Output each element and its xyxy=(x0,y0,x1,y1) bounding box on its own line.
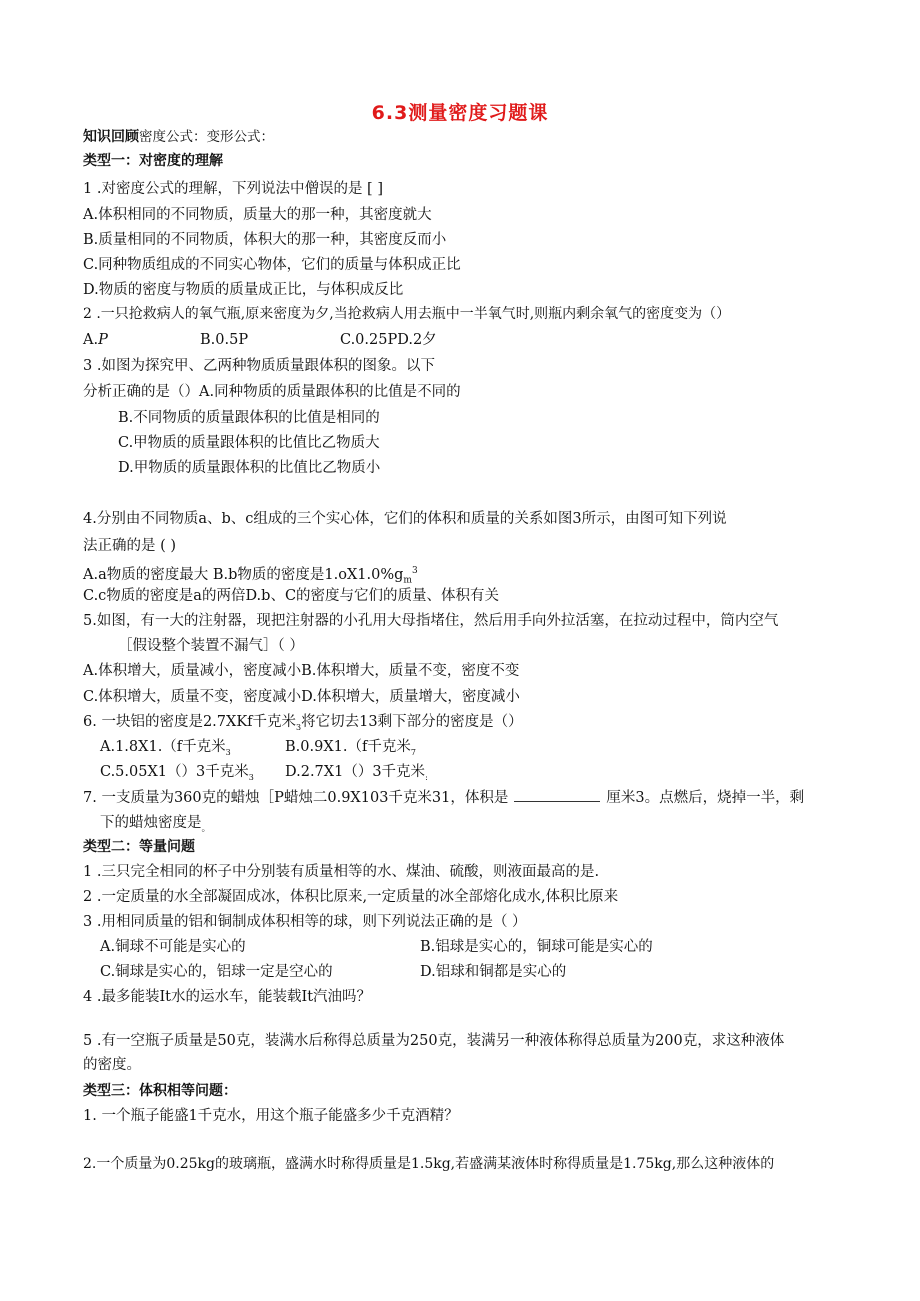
q1-stem: 1 .对密度公式的理解，下列说法中僧误的是 [ ] xyxy=(83,181,383,197)
q4-options-ab xyxy=(83,562,418,590)
q5-stem-line1: 5.如图，有一大的注射器，现把注射器的小孔用大母指堵住，然后用手向外拉活塞，在拉动过程中，筒内空气 xyxy=(83,613,779,629)
t2-q3-option-d: D.铝球和铜都是实心的 xyxy=(420,964,567,980)
q1-option-a: A.体积相同的不同物质，质量大的那一种，其密度就大 xyxy=(83,207,432,223)
page-title: 6.3测量密度习题课 xyxy=(371,102,549,124)
t3-q2: 2.一个质量为0.25kg的玻璃瓶，盛满水时称得质量是1.5kg,若盛满某液体时称得质量是1.75kg,那么这种液体的 xyxy=(83,1156,775,1172)
q6-option-b xyxy=(285,738,416,762)
q6-option-d xyxy=(285,763,428,787)
q4-stem-line2: 法正确的是 ( ) xyxy=(83,538,177,554)
q1-option-c: C.同种物质组成的不同实心物体，它们的质量与体积成正比 xyxy=(83,257,461,273)
q4-unit-subscript: m xyxy=(403,575,412,586)
t2-q2: 2 .一定质量的水全部凝固成冰，体积比原来,一定质量的冰全部熔化成水,体积比原来 xyxy=(83,889,619,905)
q1-option-d: D.物质的密度与物质的质量成正比，与体积成反比 xyxy=(83,282,404,298)
q6-stem-text: 6. 一块铝的密度是2.7XKf千克米 xyxy=(83,714,297,730)
q6-option-b-text: B.0.9X1.（f千克米 xyxy=(285,739,411,755)
review-text: 密度公式：变形公式： xyxy=(139,129,274,145)
q6-option-a-text: A.1.8X1.（f千克米 xyxy=(100,739,226,755)
review-label: 知识回顾 xyxy=(83,129,139,145)
q7-stem-line1-a: 7. 一支质量为360克的蜡烛［P蜡烛二0.9X103千克米31，体积是 xyxy=(83,790,509,806)
q6-option-a xyxy=(100,738,231,762)
q5-options-cd: C.体积增大，质量不变，密度减小D.体积增大，质量增大，密度减小 xyxy=(83,689,520,705)
q7-stem-line2 xyxy=(100,814,211,838)
q4-options-cd: C.c物质的密度是a的两倍D.b、C的密度与它们的质量、体积有关 xyxy=(83,588,500,604)
q3-stem-line2: 分析正确的是（）A.同种物质的质量跟体积的比值是不同的 xyxy=(83,384,461,400)
t2-q3-option-a: A.铜球不可能是实心的 xyxy=(100,939,246,955)
section-heading-type1: 类型一：对密度的理解 xyxy=(83,153,223,169)
q1-option-b: B.质量相同的不同物质，体积大的那一种，其密度反而小 xyxy=(83,232,447,248)
q5-options-ab: A.体积增大，质量减小，密度减小B.体积增大，质量不变，密度不变 xyxy=(83,663,520,679)
q6-stem xyxy=(83,713,523,737)
q6-option-c-sub: 3 xyxy=(248,772,254,782)
q4-stem-line1: 4.分别由不同物质a、b、c组成的三个实心体，它们的体积和质量的关系如图3所示，由图可知下列说 xyxy=(83,511,727,527)
section-heading-type2: 类型二：等量问题 xyxy=(83,839,195,855)
q6-option-a-sub: 3 xyxy=(225,747,231,757)
q7-stem-line2-sub: 。 xyxy=(201,823,211,834)
t2-q3-option-c: C.铜球是实心的，铝球一定是空心的 xyxy=(100,964,333,980)
q6-option-c xyxy=(100,763,254,787)
q2-option-cd: C.0.25PD.2夕 xyxy=(340,332,437,348)
q6-option-c-text: C.5.05X1（）3千克米 xyxy=(100,764,249,780)
q3-stem-line1: 3 .如图为探究甲、乙两种物质质量跟体积的图象。以下 xyxy=(83,358,435,374)
t2-q5-line1: 5 .有一空瓶子质量是50克，装满水后称得总质量为250克，装满另一种液体称得总质量为200克，求这种液体 xyxy=(83,1033,785,1049)
q7-stem-line1 xyxy=(83,789,804,807)
q6-option-d-sub: : xyxy=(425,772,428,782)
t3-q1: 1. 一个瓶子能盛1千克水，用这个瓶子能盛多少千克酒精？ xyxy=(83,1108,459,1124)
q7-stem-line1-b: 厘米3。点燃后，烧掉一半，剩 xyxy=(606,790,805,806)
q3-option-d: D.甲物质的质量跟体积的比值比乙物质小 xyxy=(118,460,381,476)
q2-option-b: B.0.5P xyxy=(200,332,249,348)
t2-q3-option-b: B.铝球是实心的，铜球可能是实心的 xyxy=(420,939,653,955)
q3-option-c: C.甲物质的质量跟体积的比值比乙物质大 xyxy=(118,435,380,451)
q6-option-d-text: D.2.7X1（）3千克米 xyxy=(285,764,426,780)
q3-option-b: B.不同物质的质量跟体积的比值是相同的 xyxy=(118,410,380,426)
t2-q3-stem: 3 .用相同质量的铝和铜制成体积相等的球，则下列说法正确的是（ ） xyxy=(83,914,527,930)
q2-option-a: A.𝑃 xyxy=(83,332,108,348)
q6-stem-subscript: 3 xyxy=(296,722,302,732)
q7-stem-line2-text: 下的蜡烛密度是 xyxy=(100,815,202,831)
section-heading-type3: 类型三：体积相等问题： xyxy=(83,1083,237,1099)
q5-stem-line2: ［假设整个装置不漏气］（ ） xyxy=(118,638,304,654)
t2-q1: 1 .三只完全相同的杯子中分别装有质量相等的水、煤油、硫酸，则液面最高的是. xyxy=(83,864,600,880)
review-line xyxy=(83,128,274,146)
q4-options-ab-text: A.a物质的密度最大 B.b物质的密度是1.oX1.0%g xyxy=(83,566,404,583)
q6-option-b-sub: 7 xyxy=(410,747,416,757)
q4-unit-superscript: 3 xyxy=(411,566,418,576)
q6-stem-tail: 将它切去13剩下部分的密度是（） xyxy=(301,714,523,730)
q7-answer-blank xyxy=(514,789,600,802)
t2-q4: 4 .最多能装It水的运水车，能装载It汽油吗？ xyxy=(83,989,372,1005)
q2-stem: 2 .一只抢救病人的氧气瓶,原来密度为夕,当抢救病人用去瓶中一半氧气时,则瓶内剩余氧气的密度变为（） xyxy=(83,306,731,322)
t2-q5-line2: 的密度。 xyxy=(83,1057,141,1073)
